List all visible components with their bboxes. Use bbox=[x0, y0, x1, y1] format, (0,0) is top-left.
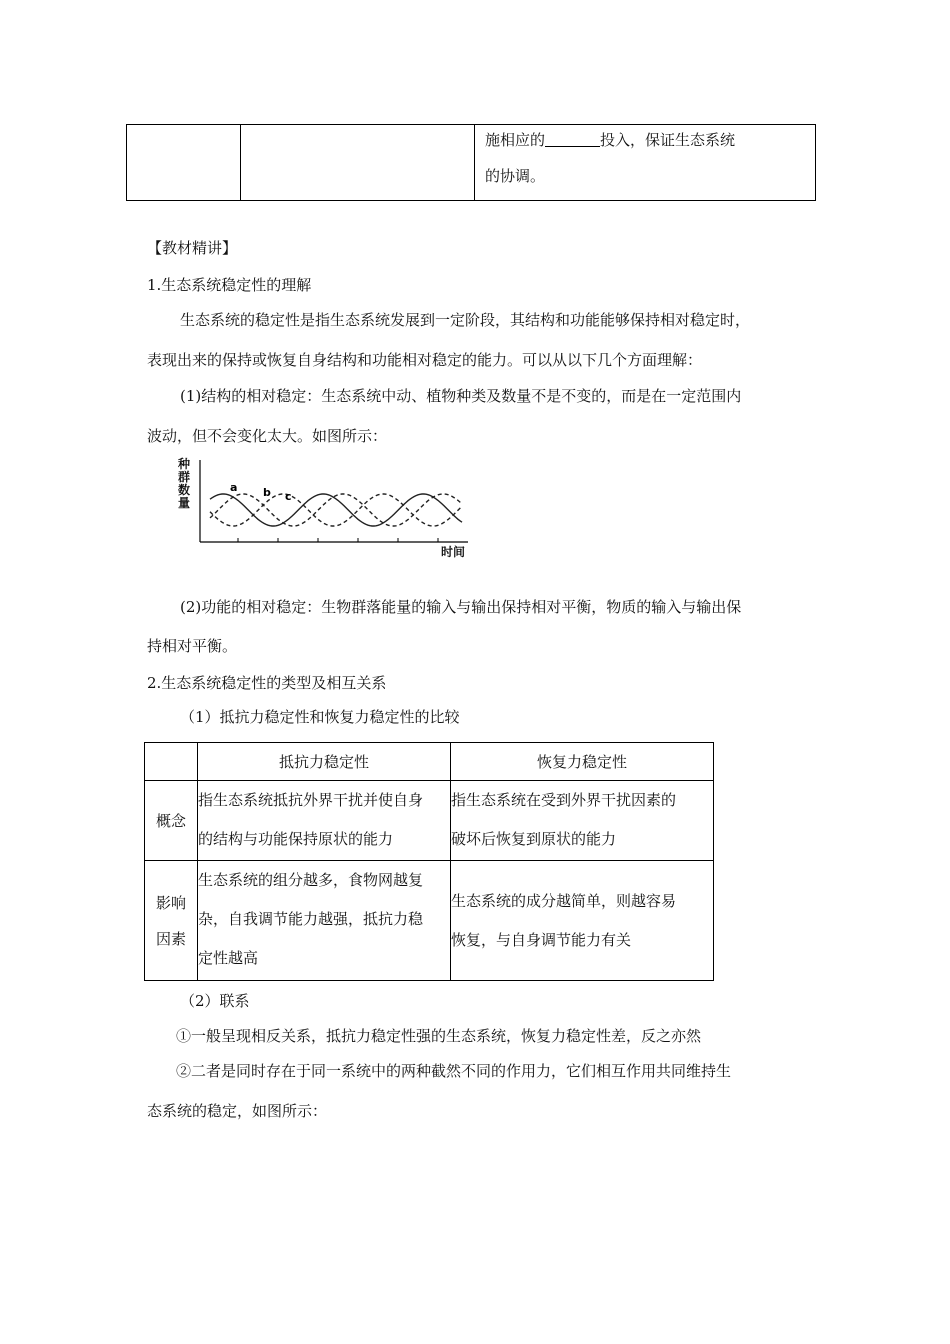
chart-series-label-b: b bbox=[263, 486, 271, 499]
chart-series-label-a: a bbox=[230, 481, 238, 494]
table-row-label: 概念 bbox=[145, 781, 198, 861]
chart-xlabel: 时间 bbox=[441, 545, 466, 559]
chart-series-line-a bbox=[210, 494, 462, 526]
chart-plot bbox=[178, 458, 478, 548]
top-table bbox=[126, 124, 816, 201]
section-heading: 【教材精讲】 bbox=[147, 239, 238, 257]
top-table-line-1: 施相应的 投入，保证生态系统 bbox=[485, 131, 736, 149]
s2-link1: ①一般呈现相反关系，抵抗力稳定性强的生态系统，恢复力稳定性差，反之亦然 bbox=[176, 1027, 702, 1045]
table-cell bbox=[451, 781, 714, 861]
s2-title: 2.生态系统稳定性的类型及相互关系 bbox=[147, 674, 387, 692]
table-cell-line: 生态系统的成分越简单，则越容易 bbox=[451, 891, 677, 910]
table-cell-line: 恢复，与自身调节能力有关 bbox=[451, 930, 632, 949]
s1-para1-line1: 生态系统的稳定性是指生态系统发展到一定阶段，其结构和功能能够保持相对稳定时， bbox=[180, 311, 751, 329]
table-cell-line: 指生态系统抵抗外界干扰并使自身 bbox=[198, 791, 424, 809]
s1-p2-line2: 波动，但不会变化太大。如图所示： bbox=[147, 427, 388, 445]
table-cell-line: 定性越高 bbox=[198, 949, 259, 967]
s1-p2-line1: (1)结构的相对稳定：生态系统中动、植物种类及数量不是不变的，而是在一定范围内 bbox=[180, 387, 742, 405]
table-cell-line: 杂，自我调节能力越强，抵抗力稳 bbox=[198, 910, 424, 928]
chart-series-label-c: c bbox=[285, 490, 292, 503]
table-cell bbox=[198, 781, 451, 861]
s2-link2-line1: ②二者是同时存在于同一系统中的两种截然不同的作用力，它们相互作用共同维持生 bbox=[176, 1062, 732, 1080]
table-cell-line: 生态系统的组分越多，食物网越复 bbox=[198, 871, 424, 889]
top-table-cell-2 bbox=[241, 125, 475, 201]
population-chart bbox=[178, 458, 478, 563]
table-header-resistance: 抵抗力稳定性 bbox=[198, 743, 451, 781]
fill-blank[interactable] bbox=[545, 132, 600, 147]
table-cell-line: 破坏后恢复到原状的能力 bbox=[451, 830, 617, 848]
table-header-resilience: 恢复力稳定性 bbox=[451, 743, 714, 781]
s1-p3-line2: 持相对平衡。 bbox=[147, 637, 238, 655]
top-table-cell-1 bbox=[127, 125, 241, 201]
s2-link2-line2: 态系统的稳定，如图所示： bbox=[147, 1102, 328, 1120]
top-table-line-2: 的协调。 bbox=[485, 167, 546, 185]
s1-para1-line2: 表现出来的保持或恢复自身结构和功能相对稳定的能力。可以从以下几个方面理解： bbox=[147, 351, 703, 369]
s1-title: 1.生态系统稳定性的理解 bbox=[147, 276, 312, 294]
comparison-table bbox=[144, 742, 714, 981]
table-row-label: 影响 因素 bbox=[145, 861, 198, 981]
table-header-corner bbox=[145, 743, 198, 781]
s2-sub2: （2）联系 bbox=[180, 992, 250, 1010]
chart-ylabel: 种群数量 bbox=[178, 457, 191, 510]
table-cell-line: 的结构与功能保持原状的能力 bbox=[198, 830, 394, 848]
table-cell bbox=[451, 861, 714, 981]
table-cell-line: 指生态系统在受到外界干扰因素的 bbox=[451, 791, 677, 809]
top-table-cell-3 bbox=[475, 125, 816, 201]
table-cell bbox=[198, 861, 451, 981]
s1-p3-line1: (2)功能的相对稳定：生物群落能量的输入与输出保持相对平衡，物质的输入与输出保 bbox=[180, 598, 742, 616]
s2-sub1: （1）抵抗力稳定性和恢复力稳定性的比较 bbox=[180, 708, 460, 726]
